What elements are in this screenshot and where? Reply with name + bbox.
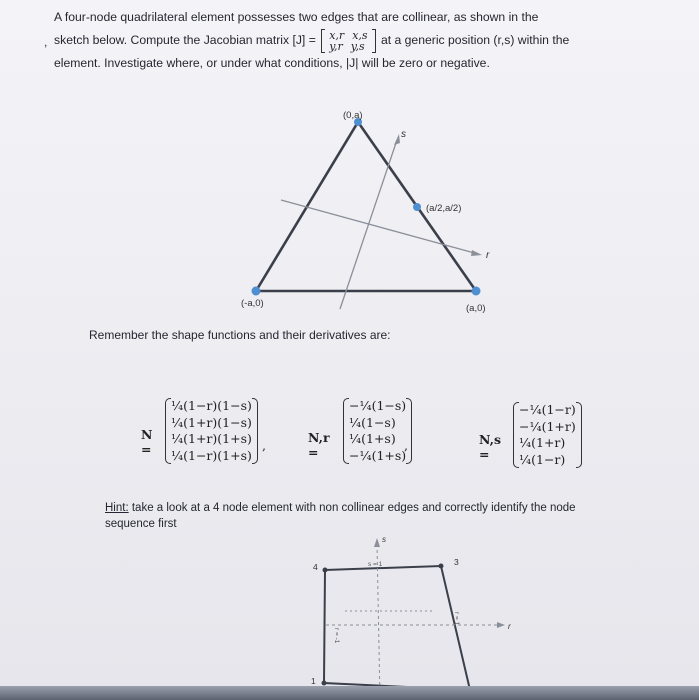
quad-top-edge-label: s = 1	[368, 561, 383, 568]
quad-right-edge-label: r = 1	[453, 612, 460, 626]
problem-line-1: A four-node quadrilateral element possesses two edges that are collinear, as shown in the	[54, 10, 539, 24]
N-label: N =	[141, 427, 153, 457]
Nr-entry: −¼(1+s)	[349, 447, 407, 463]
label-left: (-a,0)	[241, 298, 264, 309]
label-top: (0,a)	[343, 110, 363, 121]
quad-node-1-label: 1	[311, 676, 316, 686]
remember-text: Remember the shape functions and their derivatives are:	[89, 328, 391, 342]
r-axis-label: r	[486, 250, 490, 261]
Nr-entry: ¼(1−s)	[349, 414, 396, 430]
quad-node-3	[439, 564, 444, 569]
Nr-separator: ,	[404, 438, 408, 453]
problem-line-3: element. Investigate where, or under what conditions, |J| will be zero or negative.	[54, 56, 490, 70]
bullet-mark: ,	[44, 35, 48, 49]
N-entry: ¼(1−r)(1+s)	[171, 447, 252, 463]
matrix-xs: x,s	[352, 28, 368, 42]
matrix-yr: y,r	[329, 39, 343, 53]
hint-label: Hint:	[105, 502, 129, 514]
quad-node-4	[323, 568, 328, 573]
Ns-entry: ¼(1−r)	[519, 451, 566, 467]
problem-line-2-end: at a generic position (r,s) within the	[380, 33, 570, 47]
N-entry: ¼(1−r)(1−s)	[171, 398, 252, 413]
matrix-ys: y,s	[350, 39, 365, 53]
quad-node-4-label: 4	[313, 562, 318, 572]
label-mid: (a/2,a/2)	[426, 203, 462, 214]
Nr-label: N,r =	[308, 430, 330, 460]
Ns-entry: −¼(1−r)	[519, 402, 576, 417]
quad-r-label: r	[508, 622, 511, 631]
quad-node-1	[322, 681, 327, 686]
quad-outline	[324, 566, 470, 690]
N-entry: ¼(1+r)(1+s)	[171, 431, 252, 446]
Nr-entry: ¼(1+s)	[349, 431, 396, 446]
Ns-entry: ¼(1+r)	[519, 435, 566, 450]
quad-s-arrow	[374, 538, 380, 547]
hint-body: take a look at a 4 node element with non collinear edges and correctly identify the node sequence first	[105, 502, 576, 530]
bottom-dark-band	[0, 686, 699, 700]
N-separator: ,	[262, 438, 266, 453]
N-entry: ¼(1+r)(1−s)	[171, 414, 252, 430]
s-axis-label: s	[401, 129, 406, 140]
quad-node-3-label: 3	[454, 557, 459, 567]
quad-s-label: s	[382, 535, 386, 544]
quad-r-arrow	[497, 622, 505, 628]
problem-line-2-start: sketch below. Compute the Jacobian matrix [J] =	[54, 33, 316, 47]
label-right: (a,0)	[466, 303, 486, 314]
Ns-entry: −¼(1+r)	[519, 418, 576, 434]
Ns-label: N,s =	[479, 432, 502, 462]
matrix-xr: x,r	[329, 28, 345, 42]
quad-left-edge-label: r = -1	[333, 628, 340, 644]
Nr-entry: −¼(1−s)	[349, 398, 407, 413]
